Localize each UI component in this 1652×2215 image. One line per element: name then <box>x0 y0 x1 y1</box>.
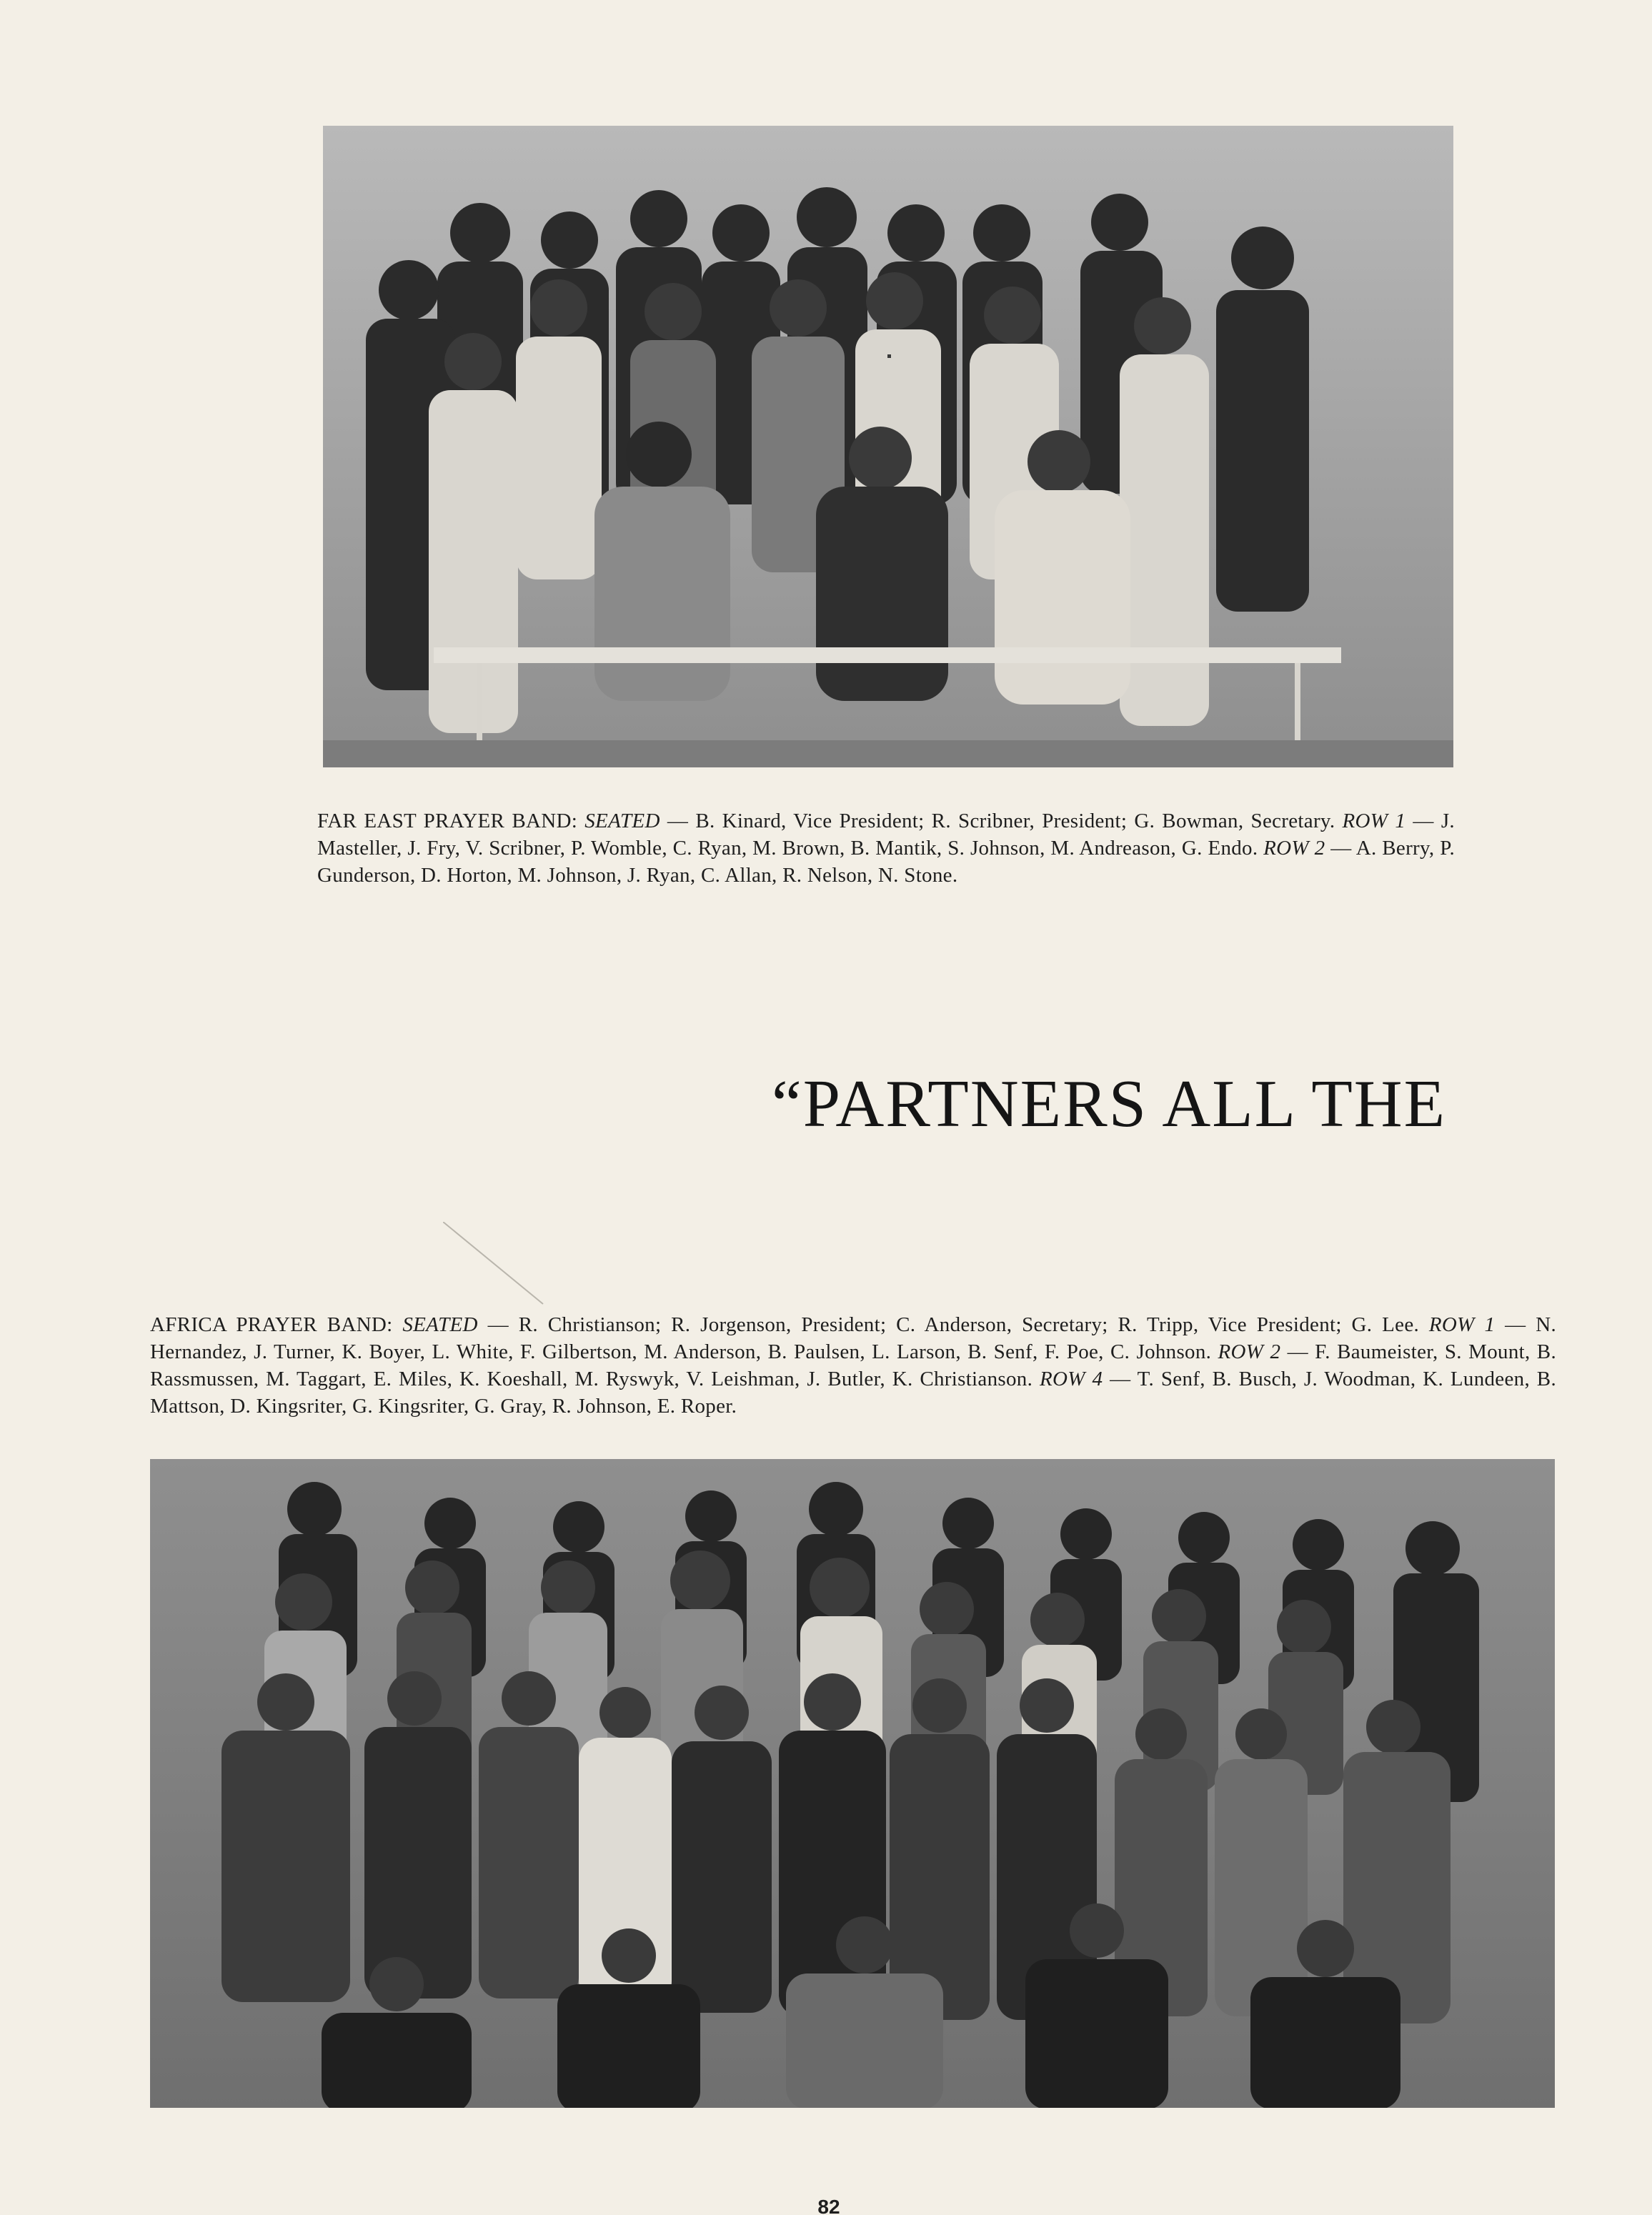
faint-mark <box>443 1222 550 1308</box>
row1-names: — J. Masteller, J. Fry, V. Scribner, P. Womble, C. Ryan, M. Brown, B. Mantik, S. Johnson, M. Andreason, G. Endo. <box>317 810 1455 860</box>
seated-names: — R. Christianson; R. Jorgenson, President; C. Anderson, Secretary; R. Tripp, Vice President; G. Lee. <box>477 1313 1429 1336</box>
seated-label: SEATED <box>584 810 660 832</box>
row1-label: ROW 1 <box>1428 1313 1496 1336</box>
page-number: 82 <box>817 2196 840 2215</box>
row4-label: ROW 4 <box>1039 1368 1103 1390</box>
page-headline: “PARTNERS ALL THE <box>772 1067 1447 1141</box>
row4-names: — T. Senf, B. Busch, J. Woodman, K. Lundeen, B. Mattson, D. Kingsriter, G. Kingsriter, G. Gray, R. Johnson, E. Roper. <box>150 1368 1556 1418</box>
row1-label: ROW 1 <box>1342 810 1406 832</box>
row2-names: — F. Baumeister, S. Mount, B. Rassmussen, M. Taggart, E. Miles, K. Koeshall, M. Ryswyk, V. Leishman, J. Butler, K. Christianson. <box>150 1340 1556 1390</box>
far-east-group-photo <box>323 126 1453 767</box>
africa-group-photo <box>150 1459 1555 2108</box>
far-east-caption-title: FAR EAST PRAYER BAND: <box>317 810 578 832</box>
africa-caption-title: AFRICA PRAYER BAND: <box>150 1313 393 1336</box>
africa-caption <box>150 1311 1556 1420</box>
row2-names: — A. Berry, P. Gunderson, D. Horton, M. Johnson, J. Ryan, C. Allan, R. Nelson, N. Stone. <box>317 837 1455 887</box>
seated-label: SEATED <box>402 1313 478 1336</box>
row1-names: — N. Hernandez, J. Turner, K. Boyer, L. White, F. Gilbertson, M. Anderson, B. Paulsen, L. Larson, B. Senf, F. Poe, C. Johnson. <box>150 1313 1556 1363</box>
seated-names: — B. Kinard, Vice President; R. Scribner, President; G. Bowman, Secretary. <box>660 810 1343 832</box>
row2-label: ROW 2 <box>1263 837 1325 860</box>
far-east-caption <box>317 807 1455 889</box>
row2-label: ROW 2 <box>1218 1340 1281 1363</box>
